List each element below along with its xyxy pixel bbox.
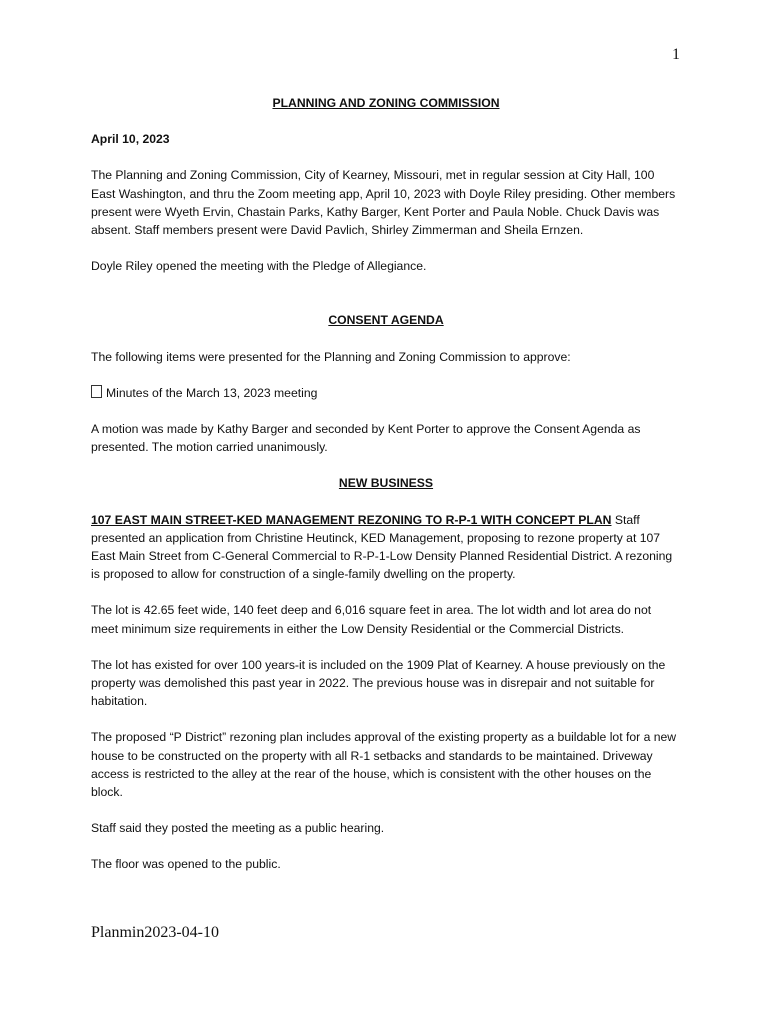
new-business-item-heading: 107 EAST MAIN STREET-KED MANAGEMENT REZONING TO R-P-1 WITH CONCEPT PLAN <box>91 512 612 527</box>
page-footer: Planmin2023-04-10 <box>91 924 219 941</box>
public-hearing-paragraph: Staff said they posted the meeting as a public hearing. <box>91 821 385 836</box>
consent-agenda-intro: The following items were presented for the Planning and Zoning Commission to approve: <box>91 349 571 364</box>
document-title: PLANNING AND ZONING COMMISSION <box>272 96 500 110</box>
pledge-paragraph: Doyle Riley opened the meeting with the Pledge of Allegiance. <box>91 259 427 274</box>
consent-agenda-item <box>91 384 681 402</box>
consent-agenda-heading: CONSENT AGENDA <box>328 313 444 328</box>
checkbox-icon <box>91 385 102 398</box>
lot-history-paragraph: The lot has existed for over 100 years-it is included on the 1909 Plat of Kearney. A house previously on the property was demolished this past year in 2022. The previous house was in disrepair and not suitable for habitation. <box>91 657 666 709</box>
floor-opened-paragraph: The floor was opened to the public. <box>91 857 281 872</box>
document-body <box>91 94 681 874</box>
page-number: 1 <box>672 46 680 63</box>
intro-paragraph: The Planning and Zoning Commission, City of Kearney, Missouri, met in regular session at City Hall, 100 East Washington, and thru the Zoom meeting app, April 10, 2023 with Doyle Riley presiding. Other members present were Wyeth Ervin, Chastain Parks, Kathy Barger, Kent Porter and Paula Noble. Chuck Davis was absent. Staff members present were David Pavlich, Shirley Zimmerman and Sheila Ernzen. <box>91 168 676 238</box>
consent-agenda-item-text: Minutes of the March 13, 2023 meeting <box>106 385 318 400</box>
new-business-item <box>91 511 681 584</box>
new-business-heading: NEW BUSINESS <box>338 476 434 491</box>
p-district-paragraph: The proposed “P District” rezoning plan includes approval of the existing property as a buildable lot for a new house to be constructed on the property with all R-1 setbacks and standards to be maintained. Driveway access is restricted to the alley at the rear of the house, which is consistent with the other houses on the block. <box>91 730 677 800</box>
consent-agenda-motion: A motion was made by Kathy Barger and seconded by Kent Porter to approve the Consent Agenda as presented. The motion carried unanimously. <box>91 422 641 455</box>
new-business-item-intro: Staff presented an application from Christine Heutinck, KED Management, proposing to rezone property at 107 East Main Street from C-General Commercial to R-P-1-Low Density Planned Residential District. A rezoning is proposed to allow for construction of a single-family dwelling on the property. <box>91 512 673 582</box>
meeting-date: April 10, 2023 <box>91 132 170 147</box>
lot-size-paragraph: The lot is 42.65 feet wide, 140 feet deep and 6,016 square feet in area. The lot width and lot area do not meet minimum size requirements in either the Low Density Residential or the Commercial Districts. <box>91 603 652 636</box>
